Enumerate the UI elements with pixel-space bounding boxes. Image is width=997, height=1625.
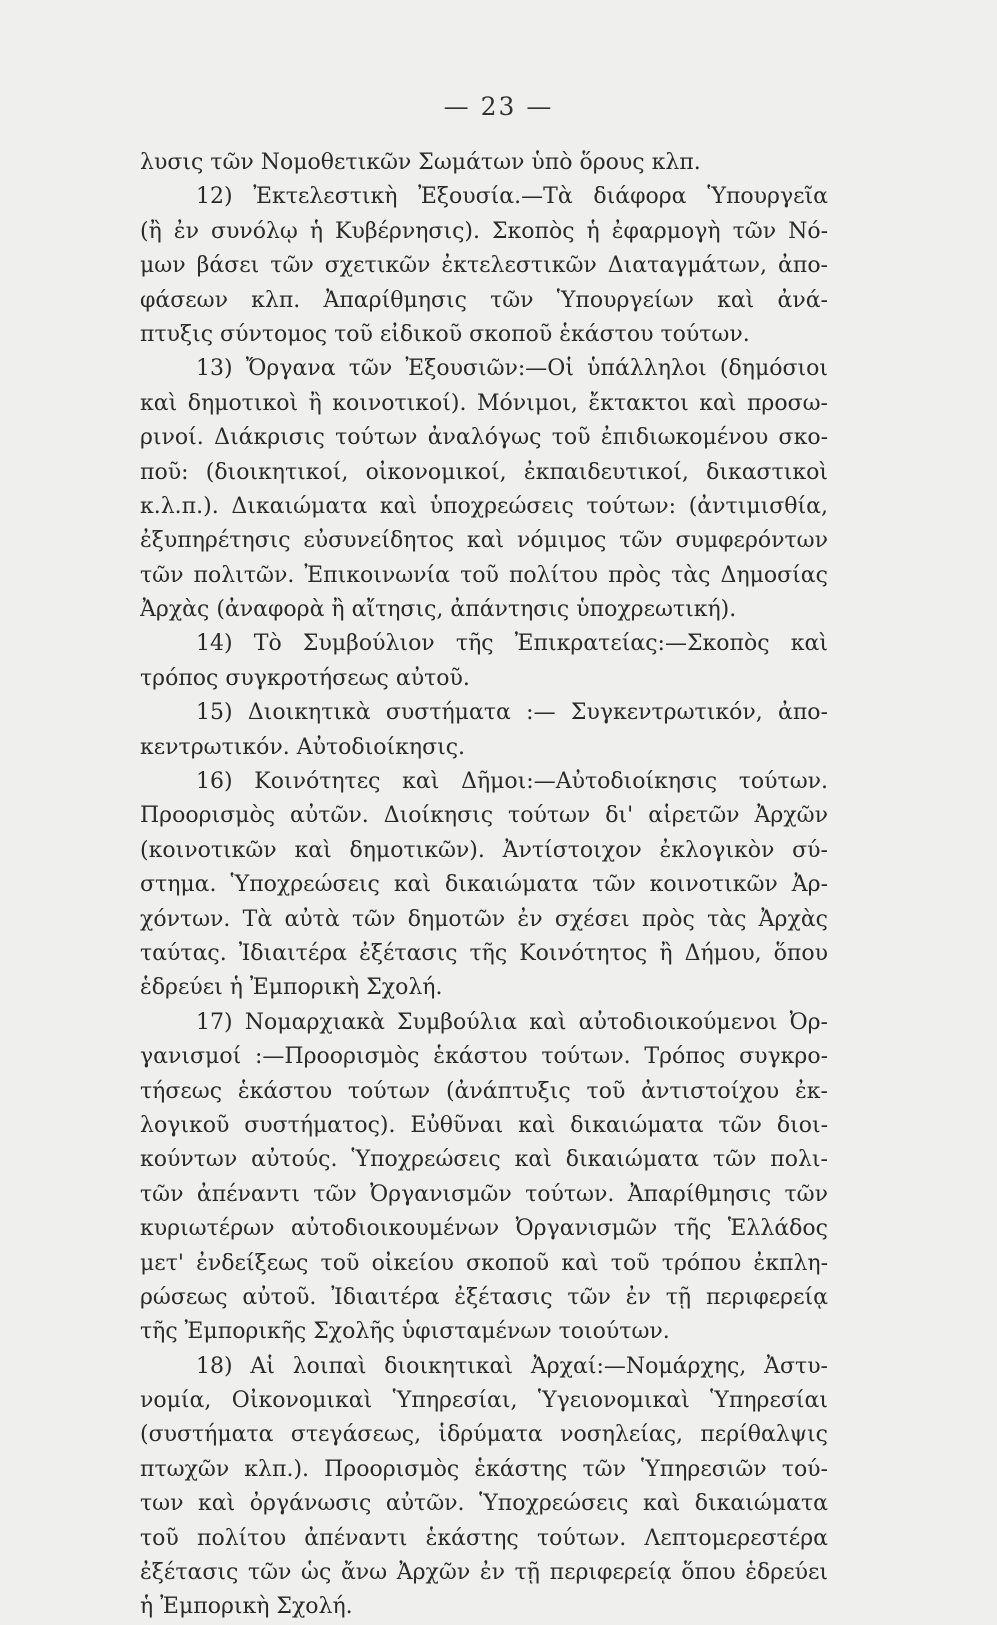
text-line: 12) Ἐκτελεστικὴ Ἐξουσία.—Τὰ διάφορα Ὑπουργεῖα bbox=[196, 184, 828, 210]
text-line: ἡ Ἐμπορικὴ Σχολή. bbox=[140, 1594, 353, 1620]
text-line: τῶν ἀπέναντι τῶν Ὀργανισμῶν τούτων. Ἀπαρίθμησις τῶν bbox=[140, 1181, 828, 1207]
text-line: Προορισμὸς αὐτῶν. Διοίκησις τούτων δι' αἱρετῶν Ἀρχῶν bbox=[140, 803, 828, 829]
text-line: πτωχῶν κλπ.). Προορισμὸς ἑκάστης τῶν Ὑπηρεσιῶν τού- bbox=[140, 1456, 828, 1482]
text-line: τοῦ πολίτου ἀπέναντι ἑκάστης τούτων. Λεπτομερεστέρα bbox=[140, 1525, 828, 1551]
text-line: μων βάσει τῶν σχετικῶν ἐκτελεστικῶν Διαταγμάτων, ἀπο- bbox=[140, 253, 828, 279]
body-text bbox=[140, 146, 828, 1625]
text-line: στημα. Ὑποχρεώσεις καὶ δικαιώματα τῶν κοινοτικῶν Ἀρ- bbox=[140, 872, 828, 898]
text-line: ἐξυπηρέτησις εὐσυνείδητος καὶ νόμιμος τῶν συμφερόντων bbox=[140, 528, 828, 554]
text-line: 17) Νομαρχιακὰ Συμβούλια καὶ αὐτοδιοικούμενοι Ὀρ- bbox=[196, 1009, 828, 1035]
text-line: λογικοῦ συστήματος). Εὐθῦναι καὶ δικαιώματα τῶν διοι- bbox=[140, 1112, 828, 1138]
text-line: (ἢ ἐν συνόλῳ ἡ Κυβέρνησις). Σκοπὸς ἡ ἐφαρμογὴ τῶν Νό- bbox=[140, 218, 828, 244]
text-line: γανισμοί :—Προορισμὸς ἑκάστου τούτων. Τρόπος συγκρο- bbox=[140, 1044, 828, 1070]
text-line: τῆς Ἐμπορικῆς Σχολῆς ὑφισταμένων τοιούτων. bbox=[140, 1319, 670, 1345]
text-line: ρινοί. Διάκρισις τούτων ἀναλόγως τοῦ ἐπιδιωκομένου σκο- bbox=[140, 425, 828, 451]
text-line: 18) Αἱ λοιπαὶ διοικητικαὶ Ἀρχαί:—Νομάρχης, Ἀστυ- bbox=[196, 1353, 828, 1379]
text-line: λυσις τῶν Νομοθετικῶν Σωμάτων ὑπὸ ὅρους κλπ. bbox=[140, 150, 701, 175]
text-line: ἐξέτασις τῶν ὡς ἄνω Ἀρχῶν ἐν τῇ περιφερείᾳ ὅπου ἑδρεύει bbox=[140, 1560, 828, 1586]
text-line: καὶ δημοτικοὶ ἢ κοινοτικοί). Μόνιμοι, ἔκτακτοι καὶ προσω- bbox=[140, 390, 828, 416]
page-number: — 23 — bbox=[443, 92, 554, 121]
text-line: νομία, Οἰκονομικαὶ Ὑπηρεσίαι, Ὑγειονομικαὶ Ὑπηρεσίαι bbox=[140, 1388, 828, 1414]
text-line: κ.λ.π.). Δικαιώματα καὶ ὑποχρεώσεις τούτων: (ἀντιμισθία, bbox=[140, 493, 828, 519]
text-line: κούντων αὐτούς. Ὑποχρεώσεις καὶ δικαιώματα τῶν πολι- bbox=[140, 1147, 828, 1173]
text-line: κυριωτέρων αὐτοδιοικουμένων Ὀργανισμῶν τῆς Ἑλλάδος bbox=[140, 1216, 828, 1242]
text-line: φάσεων κλπ. Ἀπαρίθμησις τῶν Ὑπουργείων καὶ ἀνά- bbox=[140, 287, 828, 313]
text-line: 16) Κοινότητες καὶ Δῆμοι:—Αὐτοδιοίκησις τούτων. bbox=[196, 769, 828, 795]
text-line: χόντων. Τὰ αὐτὰ τῶν δημοτῶν ἐν σχέσει πρὸς τὰς Ἀρχὰς bbox=[140, 906, 828, 932]
text-line: (κοινοτικῶν καὶ δημοτικῶν). Ἀντίστοιχον ἐκλογικὸν σύ- bbox=[140, 837, 828, 863]
text-line: 13) Ὄργανα τῶν Ἐξουσιῶν:—Οἱ ὑπάλληλοι (δημόσιοι bbox=[196, 356, 828, 382]
text-line: Ἀρχὰς (ἀναφορὰ ἢ αἴτησις, ἀπάντησις ὑποχρεωτική). bbox=[140, 597, 737, 623]
text-line: ρώσεως αὐτοῦ. Ἰδιαιτέρα ἐξέτασις τῶν ἐν τῇ περιφερείᾳ bbox=[140, 1284, 828, 1310]
text-line: ταύτας. Ἰδιαιτέρα ἐξέτασις τῆς Κοινότητος ἢ Δήμου, ὅπου bbox=[140, 940, 828, 966]
text-line: 14) Τὸ Συμβούλιον τῆς Ἐπικρατείας:—Σκοπὸς καὶ bbox=[196, 631, 828, 657]
text-line: ἑδρεύει ἡ Ἐμπορικὴ Σχολή. bbox=[140, 975, 443, 1001]
text-line: κεντρωτικόν. Αὐτοδιοίκησις. bbox=[140, 734, 466, 760]
text-line: τῶν πολιτῶν. Ἐπικοινωνία τοῦ πολίτου πρὸς τὰς Δημοσίας bbox=[140, 562, 828, 588]
text-line: 15) Διοικητικὰ συστήματα :— Συγκεντρωτικόν, ἀπο- bbox=[196, 700, 828, 726]
text-line: των καὶ ὀργάνωσις αὐτῶν. Ὑποχρεώσεις καὶ δικαιώματα bbox=[140, 1491, 828, 1517]
text-line: μετ' ἐνδείξεως τοῦ οἰκείου σκοποῦ καὶ τοῦ τρόπου ἐκπλη- bbox=[140, 1250, 828, 1276]
text-line: πτυξις σύντομος τοῦ εἰδικοῦ σκοποῦ ἑκάστου τούτων. bbox=[140, 321, 750, 347]
text-line: τήσεως ἑκάστου τούτων (ἀνάπτυξις τοῦ ἀντιστοίχου ἐκ- bbox=[140, 1078, 828, 1104]
text-line: τρόπος συγκροτήσεως αὐτοῦ. bbox=[140, 665, 470, 691]
text-line: (συστήματα στεγάσεως, ἱδρύματα νοσηλείας, περίθαλψις bbox=[140, 1422, 828, 1448]
text-line: ποῦ: (διοικητικοί, οἰκονομικοί, ἐκπαιδευτικοί, δικαστικοὶ bbox=[140, 459, 828, 485]
